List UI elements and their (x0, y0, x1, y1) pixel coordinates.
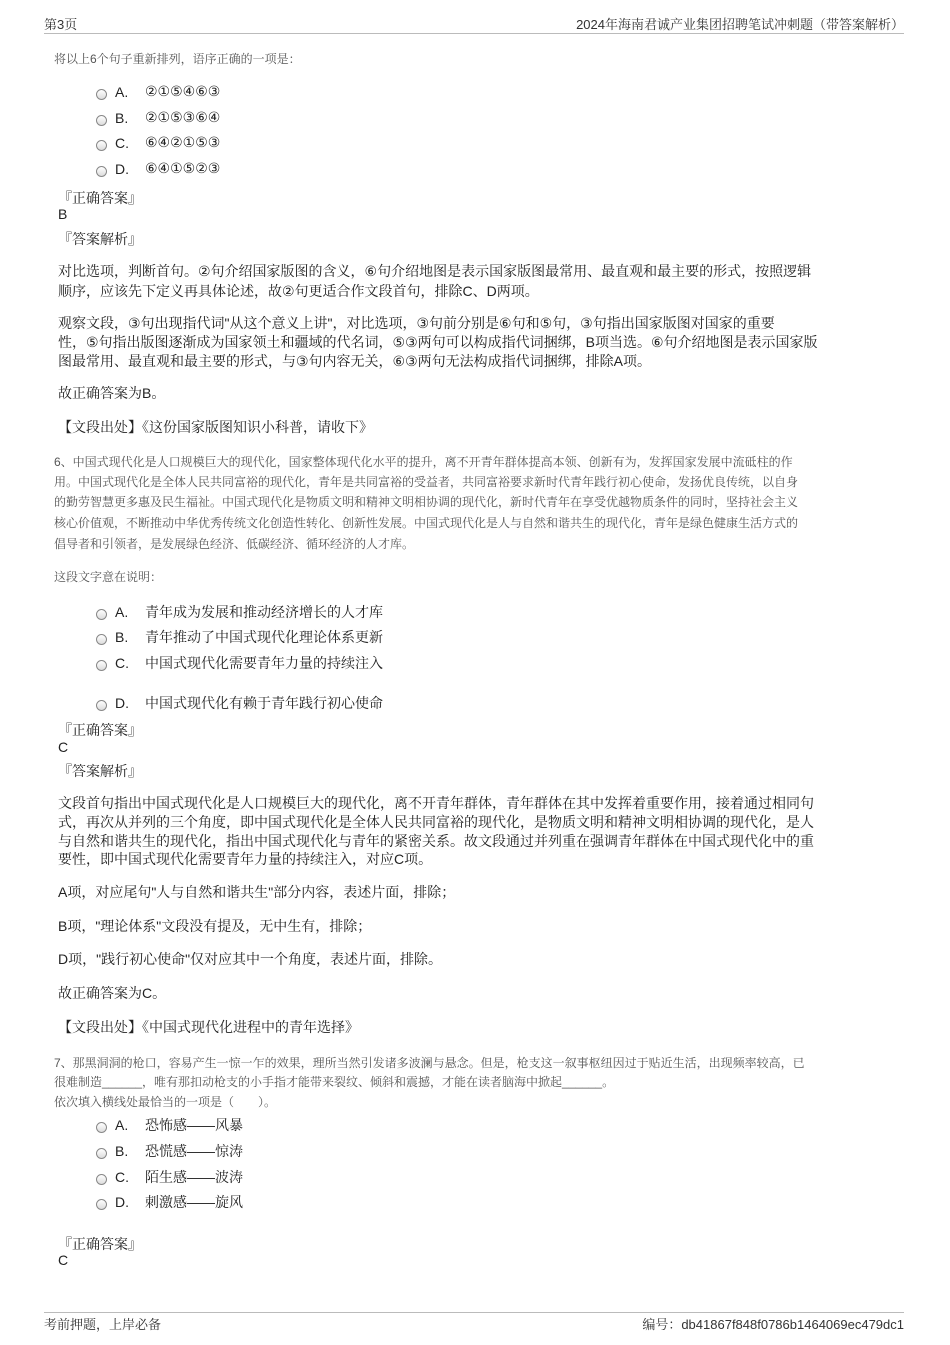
analysis-line: 图最常用、最直观和最主要的形式，与③句内容无关，⑥③两句无法构成指代词捆绑，排除A项。 (58, 353, 651, 369)
radio-icon[interactable] (96, 700, 107, 711)
radio-icon[interactable] (96, 1199, 107, 1210)
option-letter: D. (115, 1194, 129, 1210)
footer-slogan: 考前押题，上岸必备 (44, 1317, 162, 1332)
code-value: db41867f848f0786b1464069ec479dc1 (681, 1317, 904, 1332)
radio-icon[interactable] (96, 1122, 107, 1133)
analysis-line: 文段首句指出中国式现代化是人口规模巨大的现代化，离不开青年群体，青年群体在其中发挥着重要作用，接着通过相同句 (58, 795, 814, 811)
option-c[interactable] (96, 653, 383, 673)
radio-icon[interactable] (96, 166, 107, 177)
conclusion: 故正确答案为B。 (58, 385, 166, 401)
analysis-line: 对比选项，判断首句。②句介绍国家版图的含义，⑥句介绍地图是表示国家版图最常用、最直观和最主要的形式，按照逻辑 (58, 263, 812, 279)
option-text: 青年成为发展和推动经济增长的人才库 (145, 604, 383, 620)
option-text: 中国式现代化有赖于青年践行初心使命 (145, 695, 383, 711)
option-letter: B. (115, 109, 129, 126)
answer-value: C (58, 1252, 69, 1268)
question-text-line: 用。中国式现代化是全体人民共同富裕的现代化，青年是共同富裕的受益者，共同富裕要求新时代青年践行初心使命，发扬优良传统，以自身 (54, 475, 799, 489)
answer-label: 『正确答案』 (58, 1236, 142, 1252)
option-text: 陌生感——波涛 (145, 1169, 243, 1185)
option-a[interactable] (96, 83, 220, 100)
option-letter: B. (115, 1143, 129, 1159)
option-letter: C. (115, 134, 129, 151)
analysis-line: 观察文段，③句出现指代词"从这个意义上讲"，对比选项，③句前分别是⑥句和⑤句，③句指出国家版图对国家的重要 (58, 315, 775, 331)
option-a[interactable] (96, 1115, 243, 1135)
option-letter: C. (115, 1169, 129, 1185)
option-d[interactable] (96, 160, 220, 177)
analysis-line: 与自然和谐共生的现代化，指出中国式现代化与青年的紧密关系。故文段通过并列重在强调青年群体在中国式现代化中的重 (58, 833, 814, 849)
analysis-line: D项，"践行初心使命"仅对应其中一个角度，表述片面，排除。 (58, 951, 443, 967)
option-letter: A. (115, 1117, 129, 1133)
option-c[interactable] (96, 1167, 243, 1187)
option-text: 中国式现代化需要青年力量的持续注入 (145, 655, 383, 671)
question-prompt: 这段文字意在说明： (54, 570, 163, 584)
answer-label: 『正确答案』 (58, 190, 142, 206)
option-text: 刺激感——旋风 (145, 1194, 243, 1210)
option-letter: B. (115, 629, 129, 645)
analysis-line: 式，再次从并列的三个角度，即中国式现代化是全体人民共同富裕的现代化，是物质文明和精神文明相协调的现代化，是人 (58, 814, 814, 830)
radio-icon[interactable] (96, 1174, 107, 1185)
answer-value: C (58, 739, 69, 755)
question-text-line: 很难制造______，唯有那扣动枪支的小手指才能带来裂纹、倾斜和震撼，才能在读者脑海中掀起______。 (54, 1075, 615, 1089)
option-d[interactable] (96, 1192, 243, 1212)
option-d[interactable] (96, 693, 383, 713)
analysis-label: 『答案解析』 (58, 763, 142, 779)
question-text-line: 6、中国式现代化是人口规模巨大的现代化，国家整体现代化水平的提升，离不开青年群体提高本领、创新有为，发挥国家发展中流砥柱的作 (54, 455, 793, 469)
radio-icon[interactable] (96, 140, 107, 151)
option-text: ②①⑤③⑥④ (145, 109, 221, 125)
document-title: 2024年海南君诚产业集团招聘笔试冲刺题（带答案解析） (576, 17, 904, 32)
option-b[interactable] (96, 109, 220, 126)
question-text-line: 7、那黑洞洞的枪口，容易产生一惊一乍的效果，理所当然引发诸多波澜与悬念。但是，枪支这一叙事枢纽因过于贴近生活，出现频率较高，已 (54, 1056, 805, 1070)
question-text-line: 核心价值观，不断推动中华优秀传统文化创造性转化、创新性发展。中国式现代化是人与自然和谐共生的现代化，青年是绿色健康生活方式的 (54, 516, 799, 530)
analysis-label: 『答案解析』 (58, 231, 142, 247)
option-text: 恐慌感——惊涛 (145, 1143, 243, 1159)
header-divider (44, 33, 904, 34)
source: 【文段出处】《中国式现代化进程中的青年选择》 (58, 1019, 359, 1035)
option-letter: D. (115, 160, 129, 177)
analysis-line: 顺序，应该先下定义再具体论述，故②句更适合作文段首句，排除C、D两项。 (58, 283, 539, 299)
answer-value: B (58, 206, 68, 222)
answer-label: 『正确答案』 (58, 722, 142, 738)
footer-code (642, 1314, 904, 1333)
option-text: 恐怖感——风暴 (145, 1117, 243, 1133)
question-text-line: 的勤劳智慧更多惠及民生福祉。中国式现代化是物质文明和精神文明相协调的现代化，新时代青年在享受优越物质条件的同时，坚持社会主义 (54, 495, 799, 509)
radio-icon[interactable] (96, 609, 107, 620)
page-number: 第3页 (44, 17, 78, 32)
option-letter: A. (115, 83, 129, 100)
option-letter: C. (115, 655, 129, 671)
conclusion: 故正确答案为C。 (58, 985, 167, 1001)
option-text: ⑥④②①⑤③ (145, 134, 221, 150)
question-prompt: 将以上6个句子重新排列，语序正确的一项是： (54, 52, 301, 66)
option-b[interactable] (96, 627, 383, 647)
analysis-line: 性，⑤句指出版图逐渐成为国家领土和疆域的代名词，⑤③两句可以构成指代词捆绑，B项当选。⑥句介绍地图是表示国家版 (58, 334, 818, 350)
radio-icon[interactable] (96, 115, 107, 126)
option-b[interactable] (96, 1141, 243, 1161)
analysis-line: A项，对应尾句"人与自然和谐共生"部分内容，表述片面，排除； (58, 884, 456, 900)
radio-icon[interactable] (96, 660, 107, 671)
code-label: 编号： (642, 1317, 682, 1332)
option-a[interactable] (96, 602, 383, 622)
radio-icon[interactable] (96, 1148, 107, 1159)
radio-icon[interactable] (96, 634, 107, 645)
option-text: ②①⑤④⑥③ (145, 83, 221, 99)
option-text: 青年推动了中国式现代化理论体系更新 (145, 629, 383, 645)
question-text-line: 倡导者和引领者，是发展绿色经济、低碳经济、循环经济的人才库。 (54, 537, 415, 551)
footer-divider (44, 1312, 904, 1313)
option-text: ⑥④①⑤②③ (145, 160, 221, 176)
radio-icon[interactable] (96, 89, 107, 100)
question-prompt: 依次填入横线处最恰当的一项是（ ）。 (54, 1095, 277, 1109)
analysis-line: 要性，即中国式现代化需要青年力量的持续注入，对应C项。 (58, 851, 433, 867)
option-letter: D. (115, 695, 129, 711)
analysis-line: B项，"理论体系"文段没有提及，无中生有，排除； (58, 918, 372, 934)
option-c[interactable] (96, 134, 220, 151)
option-letter: A. (115, 604, 129, 620)
source: 【文段出处】《这份国家版图知识小科普，请收下》 (58, 419, 373, 435)
